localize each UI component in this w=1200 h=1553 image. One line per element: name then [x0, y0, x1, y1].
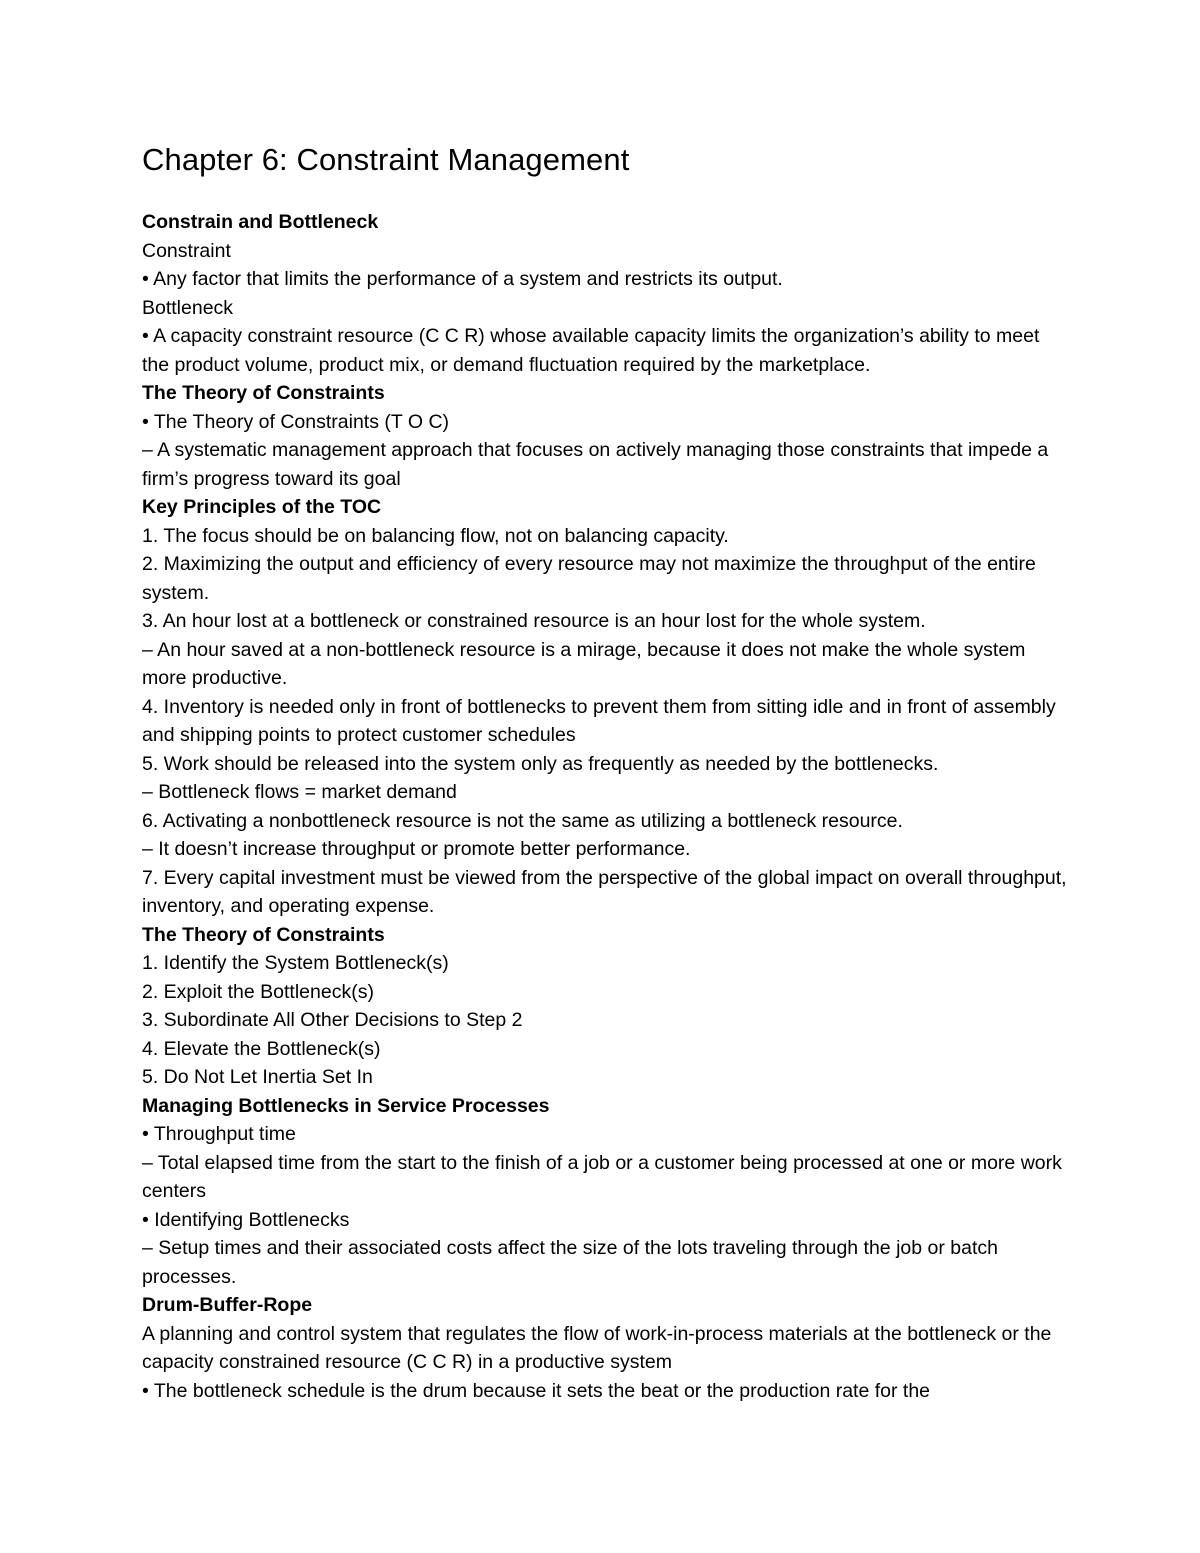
- paragraph-line: • Identifying Bottlenecks: [142, 1208, 350, 1231]
- paragraph-line: 4. Inventory is needed only in front of bottlenecks to prevent them from sitting idle and in front of assembly and shipping points to protect customer schedules: [142, 695, 1056, 746]
- paragraph-line: – Setup times and their associated costs affect the size of the lots traveling through the job or batch processes.: [142, 1237, 998, 1288]
- paragraph-line: • The bottleneck schedule is the drum because it sets the beat or the production rate for the: [142, 1379, 931, 1402]
- paragraph-line: 2. Maximizing the output and efficiency of every resource may not maximize the throughput of the entire system.: [142, 553, 1036, 604]
- document-body: [142, 208, 1067, 1405]
- paragraph-line: • A capacity constraint resource (C C R) whose available capacity limits the organization’s ability to meet the product volume, product mix, or demand fluctuation required by the marketplace.: [142, 325, 1040, 376]
- paragraph-line: – It doesn’t increase throughput or promote better performance.: [142, 838, 691, 860]
- section-heading: Key Principles of the TOC: [142, 496, 382, 518]
- section-heading: Drum-Buffer-Rope: [142, 1294, 313, 1316]
- paragraph-line: • The Theory of Constraints (T O C): [142, 410, 450, 433]
- document-page: [142, 140, 1067, 1405]
- paragraph-line: 5. Do Not Let Inertia Set In: [142, 1066, 373, 1088]
- section-theory-of-constraints-steps: [142, 921, 1067, 1092]
- section-theory-of-constraints: [142, 379, 1067, 493]
- paragraph-line: 3. An hour lost at a bottleneck or constrained resource is an hour lost for the whole system.: [142, 610, 926, 632]
- paragraph-line: 2. Exploit the Bottleneck(s): [142, 980, 374, 1003]
- paragraph-line: – A systematic management approach that focuses on actively managing those constraints that impede a firm’s progress toward its goal: [142, 439, 1049, 490]
- paragraph-line: 5. Work should be released into the system only as frequently as needed by the bottlenecks.: [142, 752, 939, 775]
- paragraph-line: Bottleneck: [142, 296, 234, 319]
- paragraph-line: 1. The focus should be on balancing flow, not on balancing capacity.: [142, 524, 729, 547]
- paragraph-line: A planning and control system that regulates the flow of work-in-process materials at the bottleneck or the capacity constrained resource (C C R) in a productive system: [142, 1322, 1052, 1373]
- paragraph-line: 6. Activating a nonbottleneck resource is not the same as utilizing a bottleneck resource.: [142, 809, 903, 832]
- section-heading: The Theory of Constraints: [142, 923, 385, 946]
- paragraph-line: 4. Elevate the Bottleneck(s): [142, 1037, 381, 1060]
- paragraph-line: 7. Every capital investment must be viewed from the perspective of the global impact on overall throughput, inventory, and operating expense.: [142, 866, 1067, 917]
- paragraph-line: – Bottleneck flows = market demand: [142, 781, 457, 803]
- section-heading: Constrain and Bottleneck: [142, 211, 379, 233]
- paragraph-line: 1. Identify the System Bottleneck(s): [142, 952, 449, 974]
- paragraph-line: – An hour saved at a non-bottleneck resource is a mirage, because it does not make the whole system more productive.: [142, 638, 1026, 689]
- paragraph-line: • Any factor that limits the performance of a system and restricts its output.: [142, 268, 783, 290]
- section-heading: Managing Bottlenecks in Service Processes: [142, 1094, 550, 1117]
- section-managing-bottlenecks: [142, 1092, 1067, 1292]
- paragraph-line: – Total elapsed time from the start to the finish of a job or a customer being processed at one or more work centers: [142, 1151, 1062, 1202]
- section-heading: The Theory of Constraints: [142, 382, 385, 404]
- paragraph-line: Constraint: [142, 239, 231, 262]
- section-drum-buffer-rope: [142, 1291, 1067, 1405]
- page-title: Chapter 6: Constraint Management: [142, 142, 630, 177]
- paragraph-line: 3. Subordinate All Other Decisions to Step 2: [142, 1009, 523, 1031]
- section-key-principles: [142, 493, 1067, 921]
- paragraph-line: • Throughput time: [142, 1123, 296, 1145]
- section-constrain-and-bottleneck: [142, 208, 1067, 379]
